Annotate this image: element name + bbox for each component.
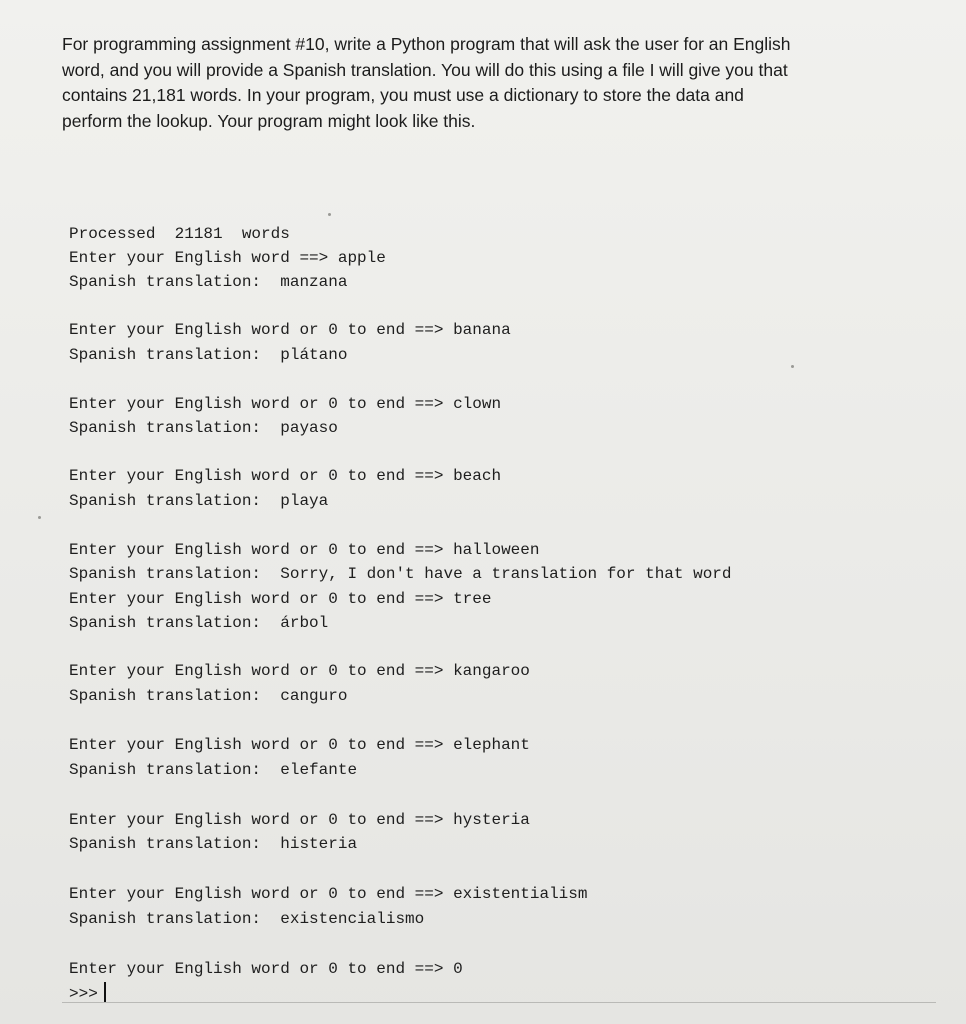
paper-speck xyxy=(328,213,331,216)
console-line-prompt: Enter your English word or 0 to end ==> kangaroo xyxy=(69,662,530,680)
console-line-prompt: Enter your English word or 0 to end ==> clown xyxy=(69,395,502,413)
assignment-line: For programming assignment #10, write a Python program that will ask the user for an English xyxy=(62,34,791,54)
console-line-translation: Spanish translation: elefante xyxy=(69,761,358,779)
console-line-translation: Spanish translation: existencialismo xyxy=(69,910,425,928)
console-line-prompt: Enter your English word or 0 to end ==> banana xyxy=(69,321,511,339)
console-line-translation: Spanish translation: manzana xyxy=(69,273,348,291)
console-line-prompt: Enter your English word ==> apple xyxy=(69,249,386,267)
console-line-prompt: Enter your English word or 0 to end ==> tree xyxy=(69,590,492,608)
console-line-prompt: Enter your English word or 0 to end ==> 0 xyxy=(69,960,463,978)
console-line-translation: Spanish translation: plátano xyxy=(69,346,348,364)
console-line-prompt: Enter your English word or 0 to end ==> beach xyxy=(69,467,502,485)
console-line-translation: Spanish translation: canguro xyxy=(69,687,348,705)
text-cursor xyxy=(104,982,106,1002)
console-shell-prompt xyxy=(69,982,106,1004)
console-line-prompt: Enter your English word or 0 to end ==> halloween xyxy=(69,541,540,559)
console-line-prompt: Enter your English word or 0 to end ==> elephant xyxy=(69,736,530,754)
console-line-translation: Spanish translation: payaso xyxy=(69,419,338,437)
console-line-translation: Spanish translation: histeria xyxy=(69,835,358,853)
console-line-prompt: Enter your English word or 0 to end ==> hysteria xyxy=(69,811,530,829)
console-line-translation: Spanish translation: árbol xyxy=(69,614,329,632)
console-divider xyxy=(62,1002,936,1003)
paper-speck xyxy=(38,516,41,519)
console-line-translation: Spanish translation: Sorry, I don't have a translation for that word xyxy=(69,565,732,583)
assignment-line: perform the lookup. Your program might look like this. xyxy=(62,110,476,131)
console-line-prompt: Enter your English word or 0 to end ==> existentialism xyxy=(69,885,588,903)
assignment-description xyxy=(62,32,922,134)
console-line-processed: Processed 21181 words xyxy=(69,225,290,243)
assignment-line: word, and you will provide a Spanish translation. You will do this using a file I will give you that xyxy=(62,59,788,80)
console-line-translation: Spanish translation: playa xyxy=(69,492,329,510)
shell-prompt-text: >>> xyxy=(69,985,98,1003)
paper-speck xyxy=(791,365,794,368)
assignment-line: contains 21,181 words. In your program, you must use a dictionary to store the data and xyxy=(62,85,744,105)
